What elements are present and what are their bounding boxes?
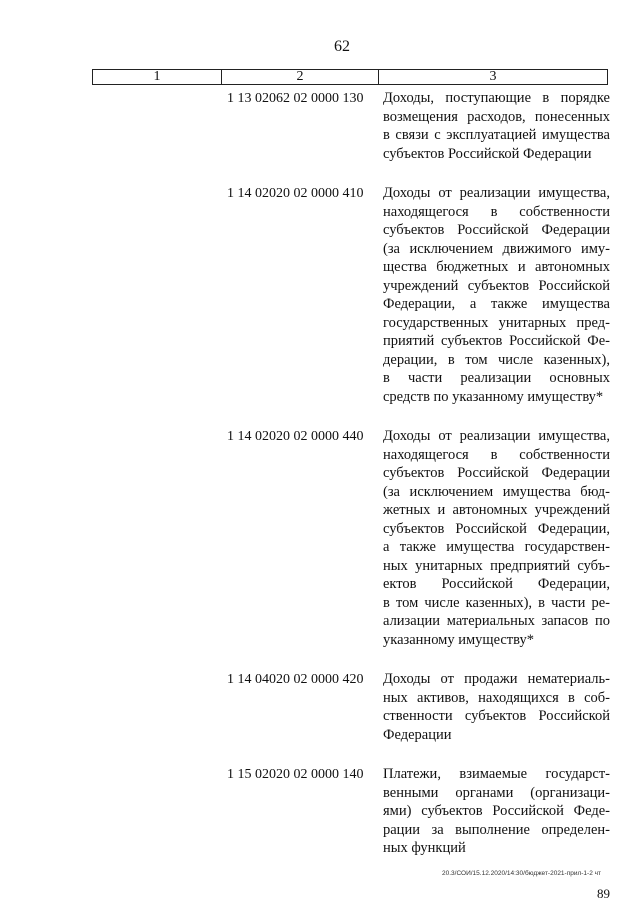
description-line: субъектов Российской Федерации (383, 145, 592, 162)
income-code: 1 13 02062 02 0000 130 (227, 91, 364, 106)
income-description (383, 670, 610, 744)
income-description (383, 765, 610, 858)
description-line: Федерации (383, 726, 452, 743)
table-header (92, 69, 608, 85)
income-description (383, 427, 610, 649)
description-line: средств по указанному имуществу* (383, 388, 604, 405)
description-line: ных унитарных предприятий субъ- (383, 557, 610, 574)
footer-sheet-number: 89 (597, 886, 610, 901)
table-row (0, 765, 640, 858)
description-line: находящегося в собственности (383, 446, 610, 463)
description-line: Доходы от реализации имущества, (383, 185, 610, 201)
description-line: ных функций (383, 840, 466, 856)
description-line: ектов Российской Федерации, (383, 576, 610, 592)
description-line: субъектов Российской Федерации (383, 222, 610, 238)
table-row (0, 184, 640, 406)
description-line: ных активов, находящихся в соб- (383, 689, 610, 706)
description-line: в связи с эксплуатацией имущества (383, 127, 610, 143)
description-line: (за исключением имущества бюд- (383, 483, 610, 500)
header-col-2: 2 (222, 70, 379, 84)
income-description (383, 184, 610, 406)
table-body (0, 89, 640, 879)
description-line: приятий субъектов Российской Фе- (383, 333, 610, 349)
income-code: 1 14 02020 02 0000 440 (227, 429, 364, 444)
header-col-1: 1 (93, 70, 222, 84)
description-line: а также имущества государствен- (383, 539, 610, 555)
description-line: учреждений субъектов Российской (383, 277, 610, 294)
description-line: субъектов Российской Федерации (383, 465, 610, 481)
footer-stamp: 20.3/СОИ/15.12.2020/14:30/бюджет-2021-прил-1-2 чт (442, 870, 601, 877)
description-line: венными органами (организаци- (383, 784, 610, 801)
description-line: в части реализации основных (383, 370, 610, 386)
description-line: Доходы, поступающие в порядке (383, 90, 610, 106)
table-row (0, 670, 640, 744)
income-description (383, 89, 610, 163)
description-line: дерации, в том числе казенных), (383, 351, 610, 368)
description-line: Доходы от реализации имущества, (383, 428, 610, 444)
income-code: 1 14 04020 02 0000 420 (227, 672, 364, 687)
description-line: Федерации, а также имущества (383, 296, 610, 312)
description-line: ями) субъектов Российской Феде- (383, 803, 610, 819)
description-line: Платежи, взимаемые государст- (383, 766, 610, 782)
description-line: в том числе казенных), в части ре- (383, 594, 610, 611)
income-code: 1 15 02020 02 0000 140 (227, 767, 364, 782)
description-line: субъектов Российской Федерации, (383, 520, 610, 537)
description-line: ализации материальных запасов по (383, 613, 610, 629)
description-line: возмещения расходов, понесенных (383, 108, 610, 125)
table-row (0, 89, 640, 163)
description-line: Доходы от продажи нематериаль- (383, 671, 610, 687)
description-line: ственности субъектов Российской (383, 708, 610, 724)
description-line: рации за выполнение определен- (383, 821, 610, 838)
description-line: находящегося в собственности (383, 203, 610, 220)
description-line: государственных унитарных пред- (383, 314, 610, 331)
description-line: (за исключением движимого иму- (383, 240, 610, 257)
income-code: 1 14 02020 02 0000 410 (227, 186, 364, 201)
description-line: указанному имуществу* (383, 631, 534, 648)
description-line: щества бюджетных и автономных (383, 259, 610, 275)
table-row (0, 427, 640, 649)
header-col-3: 3 (489, 69, 497, 84)
page-number: 62 (334, 38, 350, 55)
description-line: жетных и автономных учреждений (383, 502, 610, 518)
